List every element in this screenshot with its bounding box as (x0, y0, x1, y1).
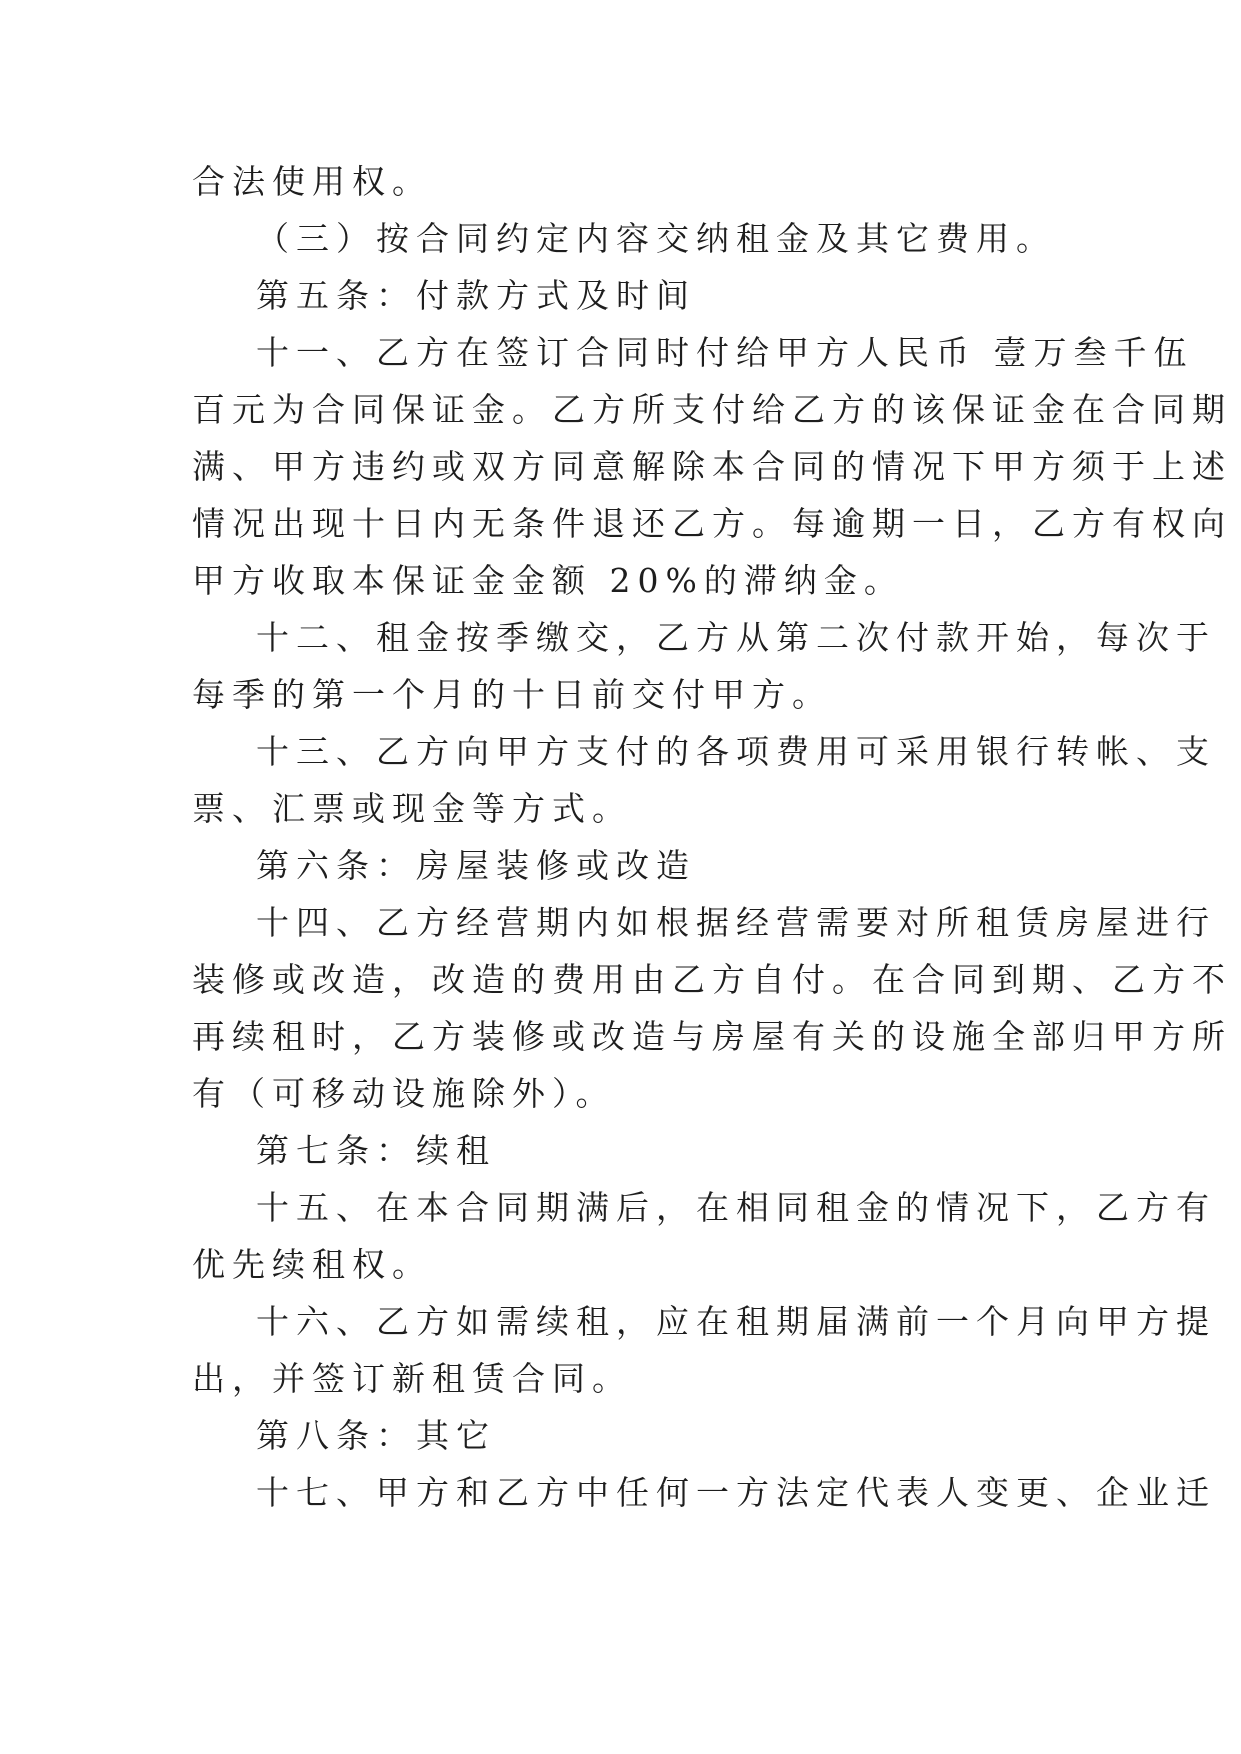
text-line: 装修或改造，改造的费用由乙方自付。在合同到期、乙方不 (192, 960, 1232, 999)
text-line: （三）按合同约定内容交纳租金及其它费用。 (256, 219, 1056, 258)
text-line: 第六条：房屋装修或改造 (256, 846, 696, 885)
text-line: 优先续租权。 (192, 1245, 432, 1284)
text-line: 合法使用权。 (192, 162, 432, 201)
text-line: 出，并签订新租赁合同。 (192, 1359, 632, 1398)
text-line: 再续租时，乙方装修或改造与房屋有关的设施全部归甲方所 (192, 1017, 1232, 1056)
text-line: 十七、甲方和乙方中任何一方法定代表人变更、企业迁 (256, 1473, 1216, 1512)
text-line: 十六、乙方如需续租，应在租期届满前一个月向甲方提 (256, 1302, 1216, 1341)
text-line: 十四、乙方经营期内如根据经营需要对所租赁房屋进行 (256, 903, 1216, 942)
text-line: 有（可移动设施除外）。 (192, 1074, 616, 1113)
text-line: 十三、乙方向甲方支付的各项费用可采用银行转帐、支 (256, 732, 1216, 771)
text-line: 情况出现十日内无条件退还乙方。每逾期一日，乙方有权向 (192, 504, 1232, 543)
text-line: 十一、乙方在签订合同时付给甲方人民币 壹万叁千伍 (256, 333, 1194, 372)
contract-body-text (192, 153, 1232, 1521)
text-line: 甲方收取本保证金金额 20%的滞纳金。 (192, 561, 904, 600)
text-line: 第七条：续租 (256, 1131, 496, 1170)
text-line: 票、汇票或现金等方式。 (192, 789, 632, 828)
text-line: 第五条：付款方式及时间 (256, 276, 696, 315)
text-line: 十五、在本合同期满后，在相同租金的情况下，乙方有 (256, 1188, 1216, 1227)
text-line: 每季的第一个月的十日前交付甲方。 (192, 675, 832, 714)
text-line: 百元为合同保证金。乙方所支付给乙方的该保证金在合同期 (192, 390, 1232, 429)
text-line: 第八条：其它 (256, 1416, 496, 1455)
text-line: 满、甲方违约或双方同意解除本合同的情况下甲方须于上述 (192, 447, 1232, 486)
text-line: 十二、租金按季缴交，乙方从第二次付款开始，每次于 (256, 618, 1216, 657)
